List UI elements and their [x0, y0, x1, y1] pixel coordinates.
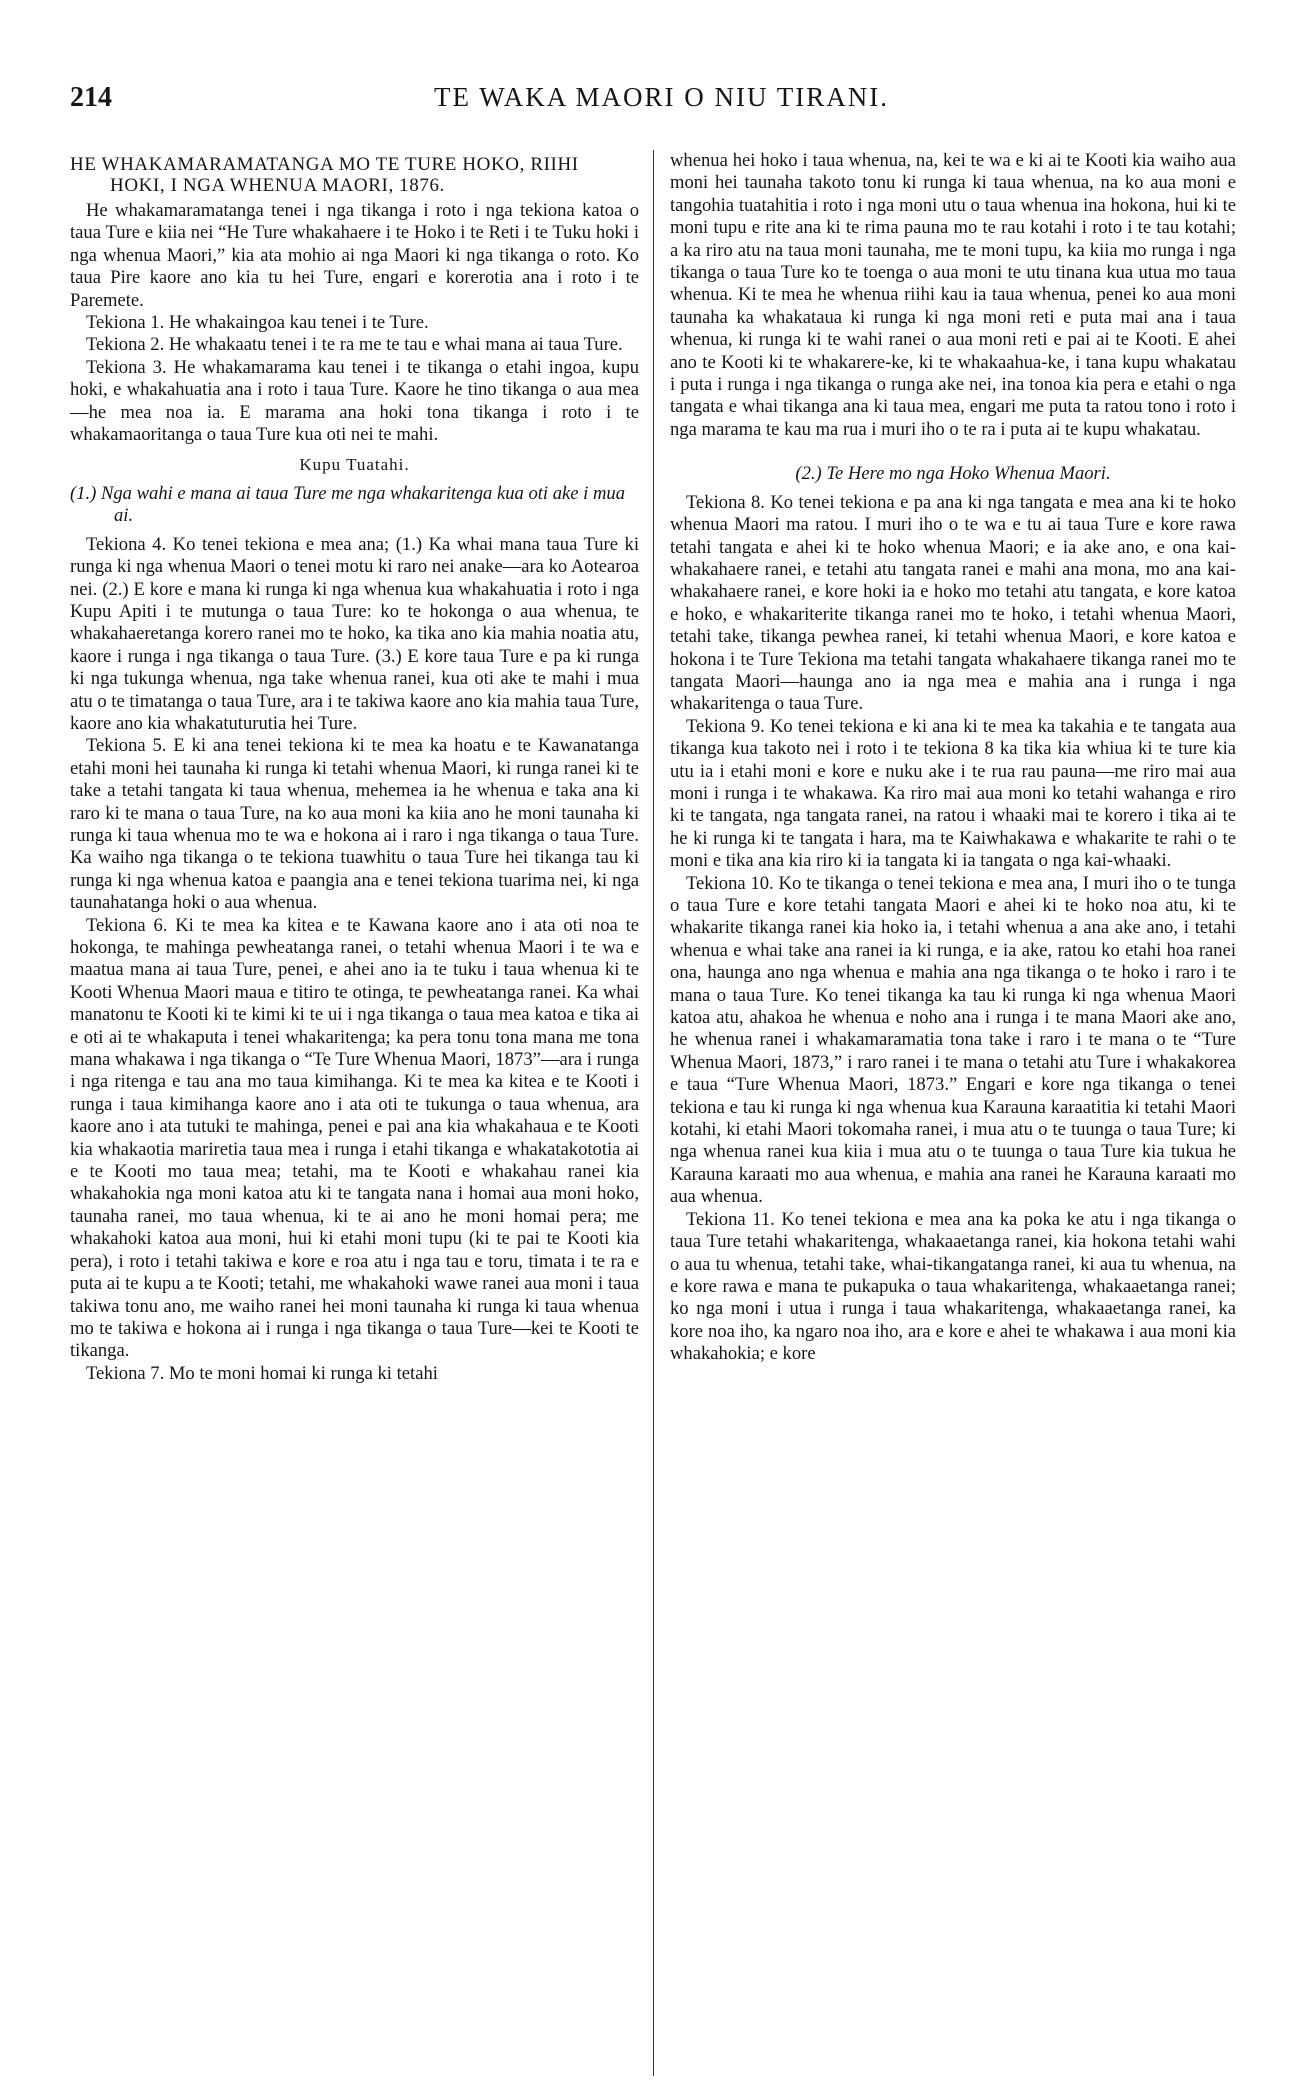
paragraph: Tekiona 7. Mo te moni homai ki runga ki tetahi — [86, 1362, 438, 1384]
right-column — [653, 150, 1236, 2076]
part-heading-text: (1.) Nga wahi e mana ai taua Ture me nga whakaritenga kua oti ake i mua ai. — [70, 482, 626, 527]
page-header — [70, 82, 1253, 122]
text-columns — [70, 150, 1253, 2076]
spacer — [670, 441, 1236, 461]
paragraph: Tekiona 2. He whakaatu tenei i te ra me te tau e whai mana ai taua Ture. — [86, 334, 623, 356]
left-column — [70, 150, 653, 2076]
paragraph: He whakamaramatanga tenei i nga tikanga i roto i nga tekiona katoa o taua Ture e kiia nei “He Ture whakahaere i te Hoko i te Reti i te Tuku hoki i nga whenua Maori,” kia ata mohio ai nga Maori ki nga tikanga o roto. Ko taua Pire kaore ano kia tu hei Ture, engari e korerotia ana i roto i te Paremete. — [70, 200, 639, 311]
paragraph: Tekiona 9. Ko tenei tekiona e ki ana ki te mea ka takahia e te tangata aua tikanga kua takoto nei i roto i te tekiona 8 ka tika kia whiua ki te ture kia utu ia i etahi moni e kore e nuku ake i te rua rau pauna—me riro mai aua moni i runga i te whakawa. Ka riro mai aua moni ko tetahi wahanga e riro ki te tangata, nga tangata ranei, na ratou i whaaki mai te korero i tika ai te he ki runga ki te tangata i hara, ma te Kaiwhakawa e whakarite te rahi o te moni e tika ana kia riro ki ia tangata ki ia tangata o nga kai-whaaki. — [670, 715, 1236, 872]
section-subheading: Kupu Tuatahi. — [299, 455, 410, 475]
page-number: 214 — [70, 82, 112, 113]
paragraph: Tekiona 3. He whakamarama kau tenei i te tikanga o etahi ingoa, kupu hoki, e whakahuatia ana i roto i taua Ture. Kaore he tino tikanga o aua mea —he mea noa ia. E marama ana hoki tona tikanga i roto i te whakamaoritanga o taua Ture kua oti nei te mahi. — [70, 356, 639, 446]
article-heading: HE WHAKAMARAMATANGA MO TE TURE HOKO, RIIHI HOKI, I NGA WHENUA MAORI, 1876. — [70, 154, 579, 196]
paragraph: Tekiona 5. E ki ana tenei tekiona ki te mea ka hoatu e te Kawanatanga etahi moni hei taunaha ki runga ki tetahi whenua Maori, ki runga ranei ki te take a tetahi tangata ki taua whenua, mehemea ia he whenua e taka ana ki raro ki te mana o taua Ture, na ko aua moni ka kiia ano he moni taunaha ki runga ki taua whenua mo te wa e hokona ai i raro i nga tikanga o taua Ture. Ka waiho nga tikanga o te tekiona tuawhitu o taua Ture hei tikanga tau ki runga ki nga whenua katoa e paangia ana e tenei tekiona tuarima nei, ki nga taunahatanga hoki o aua whenua. — [70, 735, 639, 914]
paragraph: Tekiona 1. He whakaingoa kau tenei i te Ture. — [86, 312, 429, 334]
paragraph: Tekiona 11. Ko tenei tekiona e mea ana ka poka ke atu i nga tikanga o taua Ture tetahi whakaritenga, whakaaetanga ranei, kia hokona tetahi wahi o aua tu whenua, tetahi take, whai-tikangatanga ranei, ki aua tu whenua, na e kore rawa e mana te pukapuka o taua whakaritenga, whakaaetanga ranei; ko nga moni i utua i runga i taua whakaritenga, whakaaetanga ranei, ka kore noa iho, ka ngaro noa iho, ara e kore e ahei te whakawa i aua moni kia whakahokia; e kore — [670, 1208, 1236, 1365]
part-heading-text: (2.) Te Here mo nga Hoko Whenua Maori. — [795, 463, 1111, 485]
paragraph: Tekiona 8. Ko tenei tekiona e pa ana ki nga tangata e mea ana ki te hoko whenua Maori ma ratou. I muri iho o te wa e tu ai taua Ture e kore rawa tetahi tangata e ahei ki te hoko whenua Maori; e ia ake ano, e ona kai-whakahaere ranei, e tetahi atu tangata ranei e mahi ana mona, mo ana kai-whakahaere ranei, e kore hoki ia e hoko mo tetahi atu tangata, e kore katoa e hoko, e whakariterite tikanga ranei mo te hoko, i tetahi whenua Maori, tetahi take, tikanga pewhea ranei, ki tetahi whenua Maori, e kore katoa e hokona i te Ture Tekiona ma tetahi tangata whakahaere tikanga ranei mo te tangata Maori—haunga ano ia nga mea e mahia ana i runga i nga whakaritenga o taua Ture. — [670, 491, 1236, 715]
part-heading — [70, 483, 639, 528]
paragraph: whenua hei hoko i taua whenua, na, kei te wa e ki ai te Kooti kia waiho aua moni hei taunaha takoto tonu ki runga ki taua whenua, na ko aua moni e tangohia tuatahitia i roto i nga moni utu o taua whenua ina hokona, hui ki te moni tupu e rite ana ki te rima pauna mo te rau kotahi i roto i te tau kotahi; a ka riro atu na taua moni taunaha, me te moni tupu, ka kiia mo runga i nga tikanga o taua Ture ko te toenga o aua moni te utu tinana kua utua mo taua whenua. Ki te mea he whenua riihi kau ia taua whenua, penei ko aua moni taunaha ka whakataua ki runga ki nga moni reti e puta mai ana i taua whenua, ki runga ki te wahi ranei o aua moni reti e pai ai te Kooti. E ahei ano te Kooti ki te whakarere-ke, ki te whakaahua-ke, i tana kupu whakatau i puta i runga i nga tikanga o runga ake nei, ina tonoa kia pera e etahi o nga tangata e whai tikanga ana ki taua mea, engari me puta ta ratou tono i roto i nga marama te kau ma rua i muri iho o te ra i puta ai te kupu whakatau. — [670, 150, 1236, 440]
paragraph: Tekiona 10. Ko te tikanga o tenei tekiona e mea ana, I muri iho o te tunga o taua Ture e kore tetahi tangata Maori e ahei ki te hoko noa atu, ki te whakarite tikanga ranei kia hoko ia, i tetahi whenua a ana ake ano, i tetahi whenua e whai take ana ranei ia ki runga, e ia ake, ratou ko etahi hoa ranei ona, haunga ano nga whenua e mahia ana nga tikanga o te hoko i raro i te mana o taua Ture. Ko tenei tikanga ka tau ki runga ki nga whenua Maori katoa atu, ahakoa he whenua e noho ana i runga i te mana Maori ake ano, he whenua ranei i whakamaramatia tona take i raro i te mana o te “Ture Whenua Maori, 1873,” i raro ranei i te mana o tetahi atu Ture i whakakorea e taua “Ture Whenua Maori, 1873.” Engari e kore nga tikanga o tenei tekiona e tau ki runga ki nga whenua kua Karauna karaatitia ki tetahi Maori kotahi, ki etahi Maori tokomaha ranei, i mua atu o te tuunga o taua Ture; ki nga whenua ranei kua kiia i mua atu o te tuunga o taua Ture kia tukua he Karauna karaati mo aua whenua, e mahia ana ranei he Karauna karaati mo aua whenua. — [670, 872, 1236, 1208]
part-heading — [670, 463, 1236, 485]
paragraph: Tekiona 6. Ki te mea ka kitea e te Kawana kaore ano i ata oti noa te hokonga, te mahinga pewheatanga ranei, o tetahi whenua Maori i te wa e maatua mana ai taua Ture, penei, e ahei ano ia te tuku i taua whenua ki te Kooti Whenua Maori maua e titiro te otinga, te pewheatanga ranei. Ka whai manatonu te Kooti ki te kimi ki te ui i nga tikanga o taua mea katoa e tika ai e oti ai te whakaputa i tenei whakaritenga; ka pera tonu tona mana me tona mana whakawa i nga tikanga o “Te Ture Whenua Maori, 1873”—ara i runga i nga ritenga e tau ana mo taua kimihanga. Ki te mea ka kitea e te Kooti i runga i taua kimihanga kaore ano i ata oti te tukunga o taua whenua, ara kaore ano i ata tutuki te mahinga, penei e pai ana kia whakahaua e te Kooti kia whakaotia mariretia taua mea i runga i etahi tikanga e whakatakototia ai e te Kooti mo taua mea; tetahi, ma te Kooti e whakahau ranei kia whakahokia nga moni katoa atu ki te tangata nana i homai aua moni hoko, taunaha ranei, mo taua whenua, ki te ai ano he moni homai pera; me whakahoki katoa aua moni, hui ki etahi moni tupu (ki te pai te Kooti kia pera), i roto i tetahi takiwa e kore e roa atu i nga tau e toru, timata i te ra e puta ai te kupu a te Kooti; tetahi, me whakahoki wawe ranei aua moni i taua takiwa tonu ano, me waiho ranei hei moni taunaha ki runga ki taua whenua mo te takiwa e hokona ai i runga i nga tikanga o taua Ture—kei te Kooti te tikanga. — [70, 914, 639, 1362]
running-title: TE WAKA MAORI O NIU TIRANI. — [434, 82, 889, 112]
paragraph: Tekiona 4. Ko tenei tekiona e mea ana; (1.) Ka whai mana taua Ture ki runga ki nga whenua Maori o tenei motu ki raro nei anake—ara ko Aotearoa nei. (2.) E kore e mana ki runga ki nga whenua kua whakahuatia i roto i nga Kupu Apiti i te mutunga o taua Ture: ko te hokonga o aua whenua, te whakahaeretanga korero ranei mo te hoko, ka tika ano kia mahia noatia atu, kaore i runga i nga tikanga o taua Ture. (3.) E kore taua Ture e pa ki runga ki nga tukunga whenua, nga take whenua ranei, kua oti ake te mahi i mua atu o te timatanga o taua Ture, ara i te takiwa kaore ano kia mahia taua Ture, kaore ano kia whakatuturutia hei Ture. — [70, 533, 639, 734]
